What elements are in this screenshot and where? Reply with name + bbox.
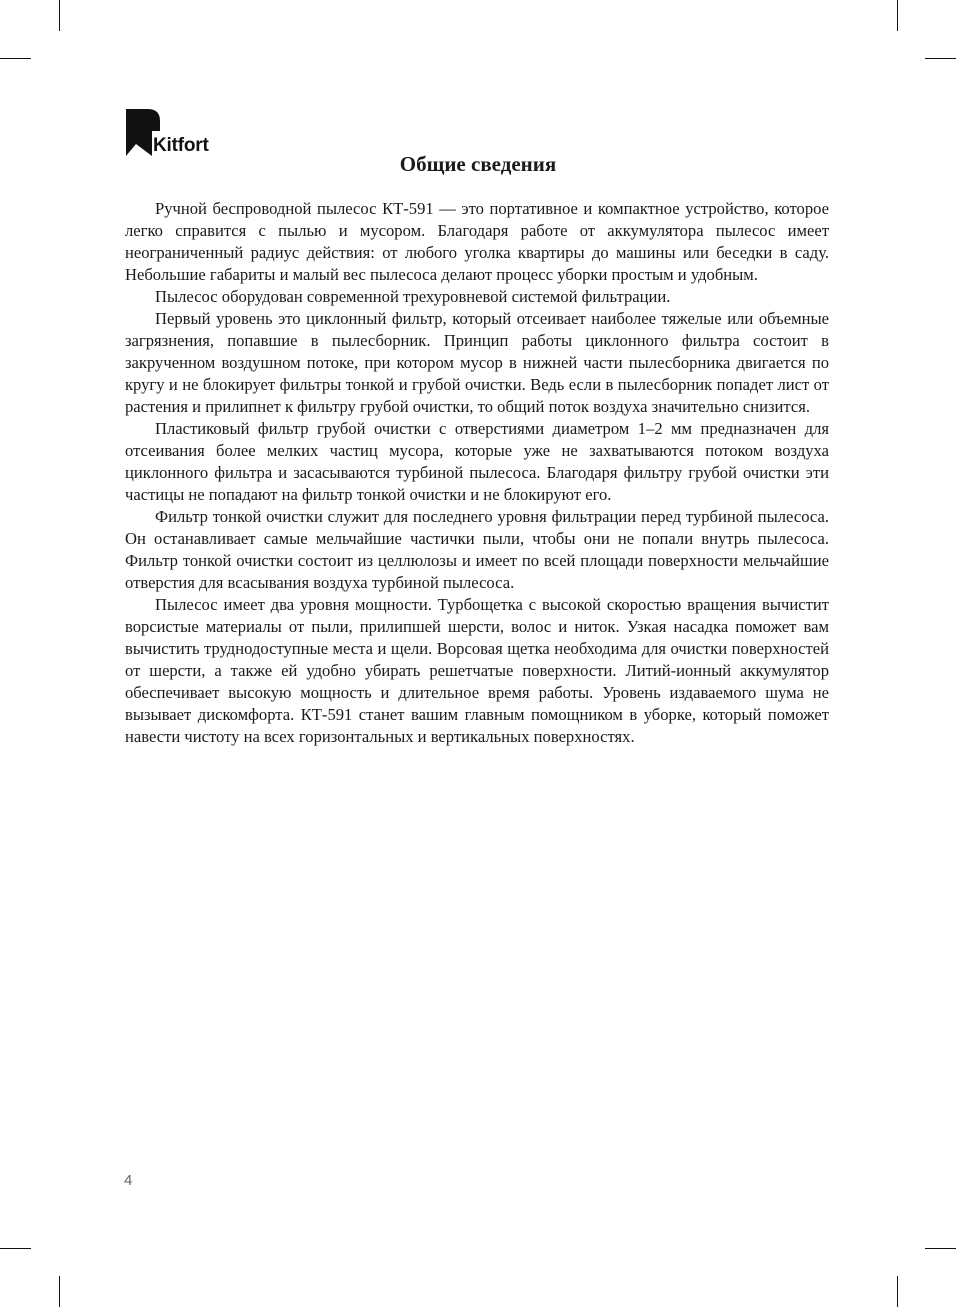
crop-mark bbox=[0, 58, 31, 59]
paragraph: Пылесос имеет два уровня мощности. Турбощетка с высокой скоростью вращения вычистит ворсистые материалы от пыли, прилипшей шерсти, волос и ниток. Узкая насадка поможет вам вычистить труднодоступные места и щели. Ворсовая щетка необходима для очистки поверхностей от шерсти, а также ей удобно убирать решетчатые поверхности. Литий-ионный аккумулятор обеспечивает высокую мощность и длительное время работы. Уровень издаваемого шума не вызывает дискомфорта. КТ-591 станет вашим главным помощником в уборке, который поможет навести чистоту на всех горизонтальных и вертикальных поверхностях. bbox=[125, 595, 829, 746]
section-title: Общие сведения bbox=[399, 152, 557, 176]
page-number: 4 bbox=[124, 1172, 133, 1189]
paragraph: Пылесос оборудован современной трехуровневой системой фильтрации. bbox=[155, 287, 671, 306]
brand-name: Kitfort bbox=[153, 135, 209, 156]
crop-mark bbox=[897, 0, 898, 31]
brand-logo bbox=[126, 109, 226, 157]
paragraph: Первый уровень это циклонный фильтр, который отсеивает наиболее тяжелые или объемные загрязнения, попавшие в пылесборник. Принцип работы циклонного фильтра состоит в закрученном воздушном потоке, при котором мусор в нижней части пылесборника двигается по кругу и не блокирует фильтры тонкой и грубой очистки. Ведь если в пылесборник попадет лист от растения и прилипнет к фильтру грубой очистки, то общий поток воздуха значительно снизится. bbox=[125, 309, 829, 416]
paragraph: Ручной беспроводной пылесос КТ-591 — это портативное и компактное устройство, которое легко справится с пылью и мусором. Благодаря работе от аккумулятора пылесос имеет неограниченный радиус действия: от любого уголка квартиры до машины или беседки в саду. Небольшие габариты и малый вес пылесоса делают процесс уборки простым и удобным. bbox=[125, 199, 829, 284]
crop-mark bbox=[59, 0, 60, 31]
paragraph: Фильтр тонкой очистки служит для последнего уровня фильтрации перед турбиной пылесоса. Он останавливает самые мельчайшие частички пыли, чтобы они не попали внутрь пылесоса. Фильтр тонкой очистки состоит из целлюлозы и имеет по всей площади поверхности мельчайшие отверстия для всасывания воздуха турбиной пылесоса. bbox=[125, 507, 829, 592]
crop-mark bbox=[0, 1248, 31, 1249]
paragraph: Пластиковый фильтр грубой очистки с отверстиями диаметром 1–2 мм предназначен для отсеивания более мелких частиц мусора, которые уже не захватываются потоком воздуха циклонного фильтра и засасываются турбиной пылесоса. Благодаря фильтру грубой очистки эти частицы не попадают на фильтр тонкой очистки и не блокируют его. bbox=[125, 419, 829, 504]
crop-mark bbox=[59, 1276, 60, 1307]
crop-mark bbox=[925, 58, 956, 59]
crop-mark bbox=[897, 1276, 898, 1307]
crop-mark bbox=[925, 1248, 956, 1249]
body-text bbox=[125, 198, 829, 748]
